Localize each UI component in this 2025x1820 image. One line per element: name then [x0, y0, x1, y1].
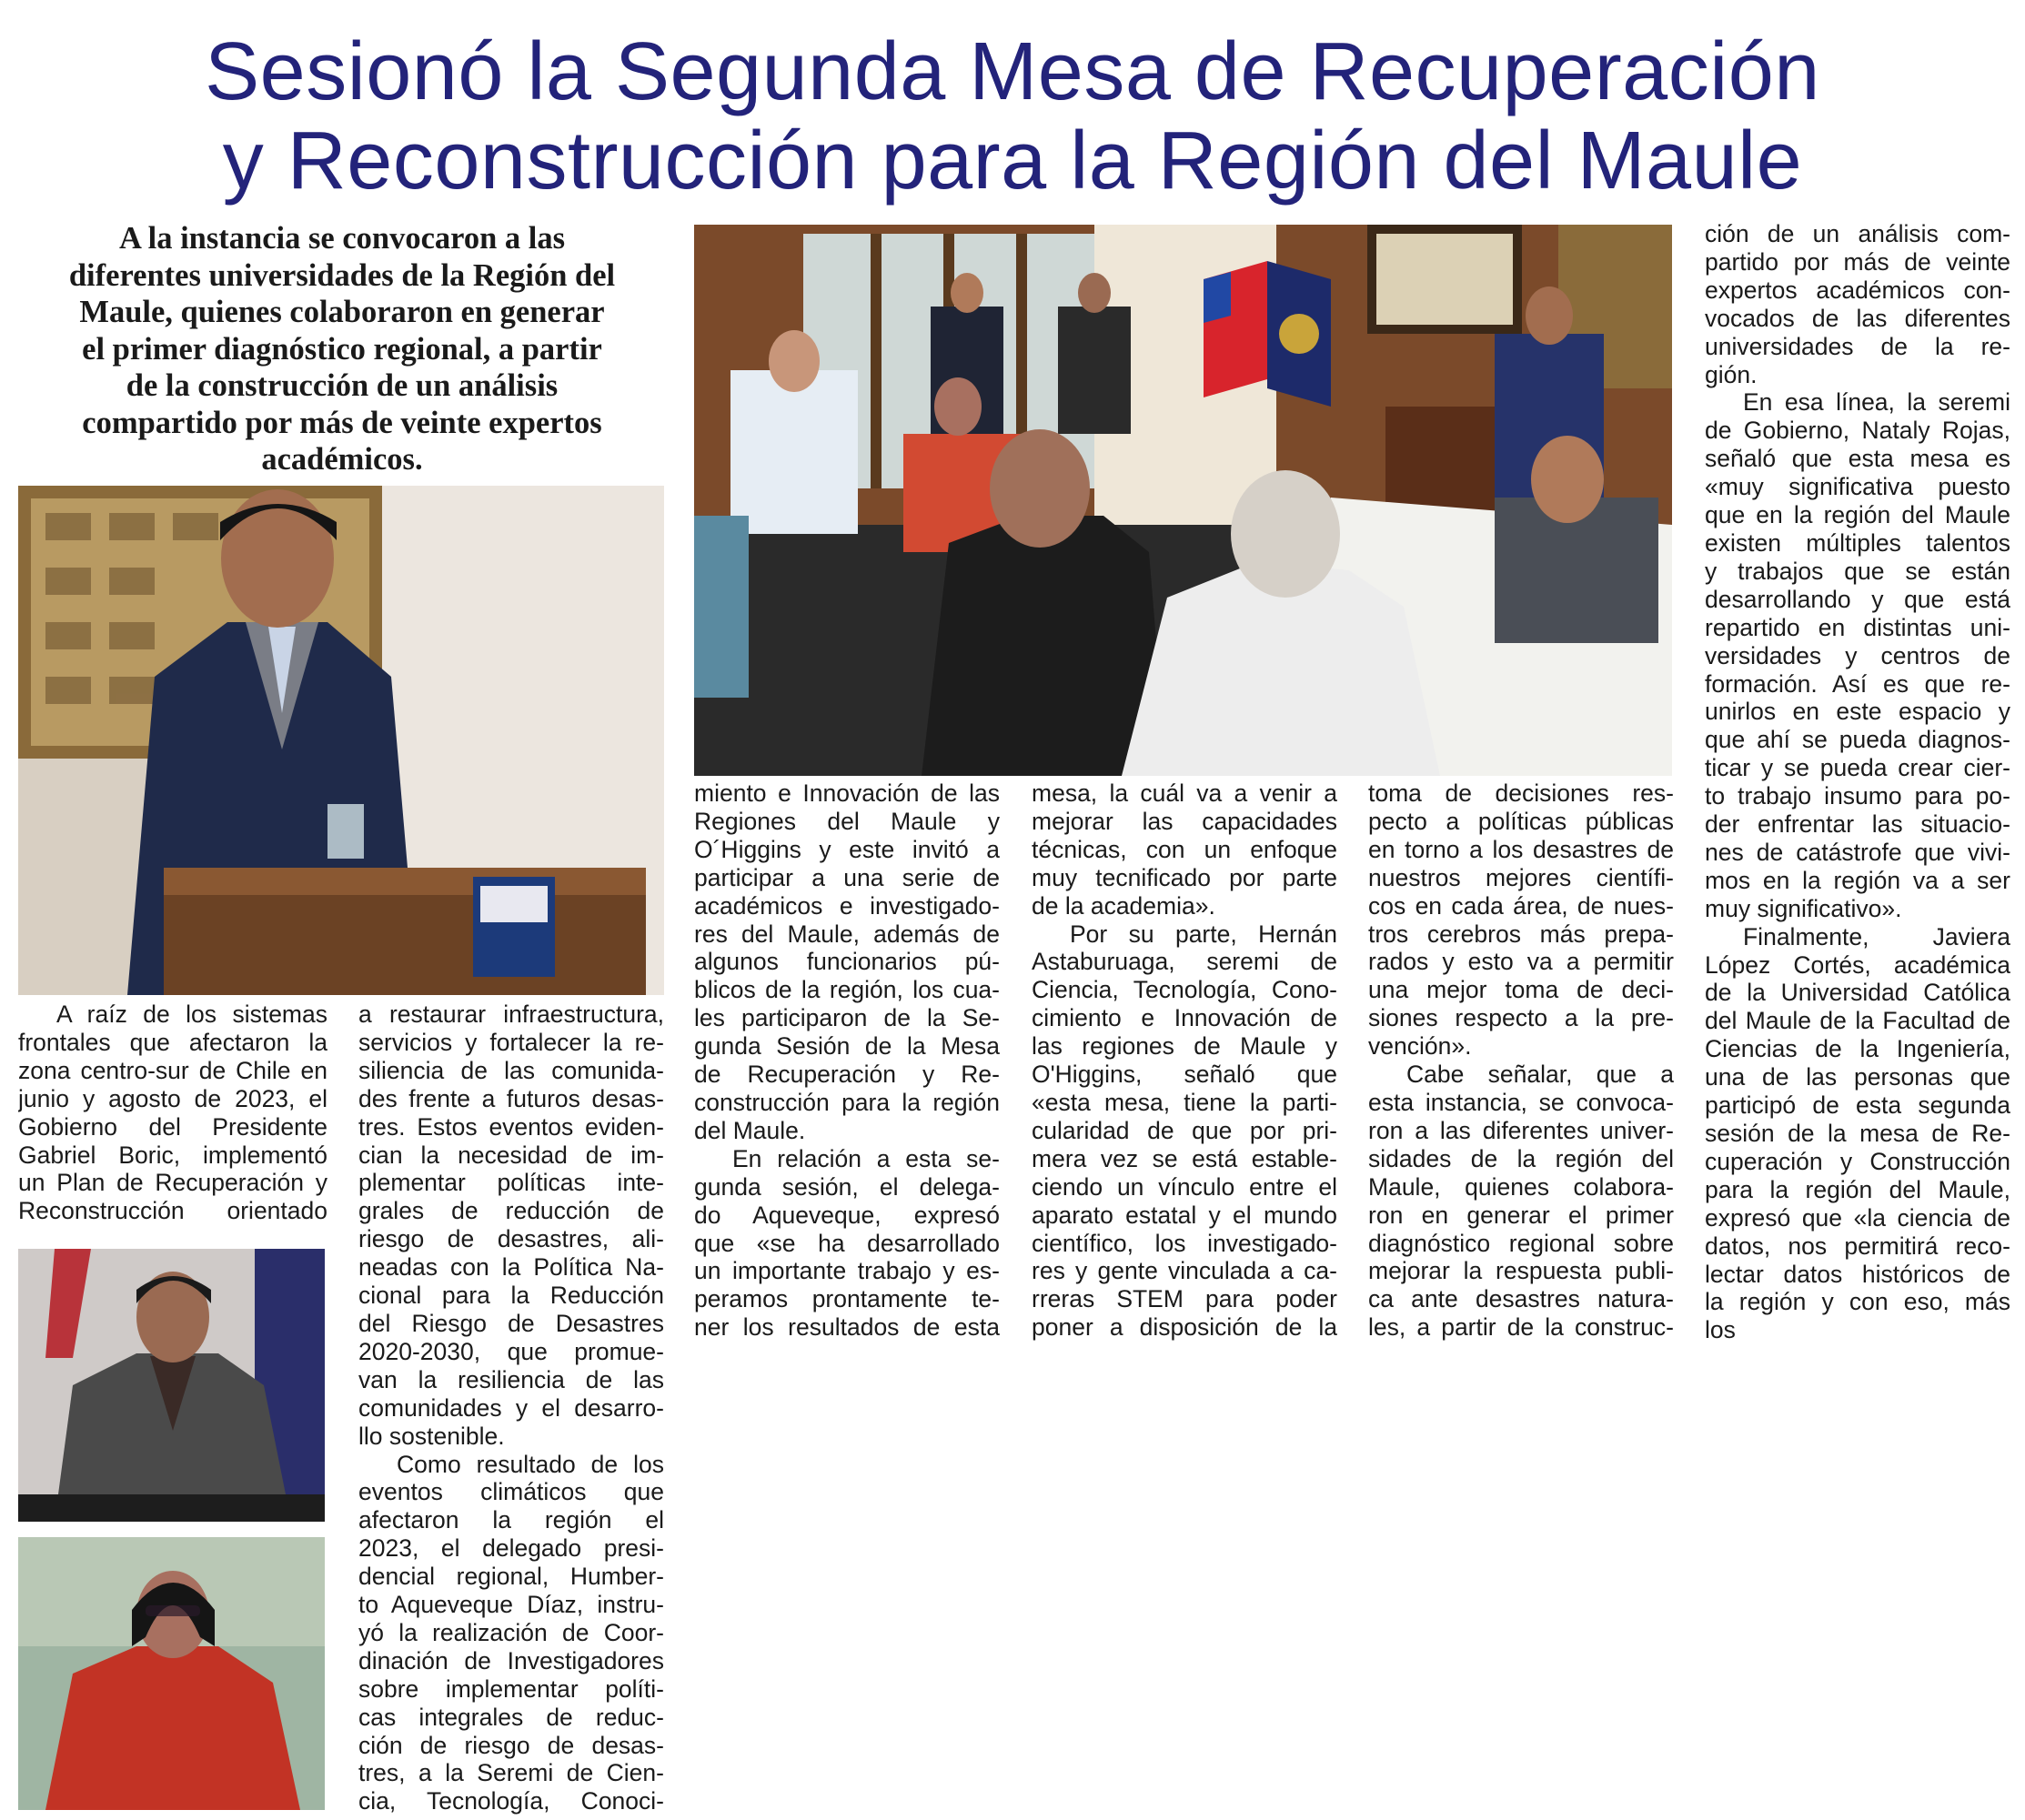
text-line: repartido en distintas uni-	[1705, 613, 2010, 641]
text-line: a restaurar infraestructura,	[358, 1000, 664, 1028]
text-line: servicios y fortalecer la re-	[358, 1028, 664, 1056]
article-column-6	[1705, 220, 2010, 1344]
text-line: siones respecto a la pre-	[1368, 1004, 1674, 1032]
text-line: sidades de la región del	[1368, 1144, 1674, 1172]
text-line: lectar datos históricos de	[1705, 1260, 2010, 1288]
text-line: ción de riesgo de desas-	[358, 1731, 664, 1759]
lede	[18, 220, 666, 478]
text-line: vocados de las diferentes	[1705, 304, 2010, 332]
text-line: 2023, el delegado presi-	[358, 1534, 664, 1563]
text-line: algunos funcionarios pú-	[694, 948, 1000, 976]
text-line: miento e Innovación de las	[694, 779, 1000, 807]
text-line: der enfrentar las situacio-	[1705, 810, 2010, 839]
text-line: una mejor toma de deci-	[1368, 976, 1674, 1004]
text-line: En esa línea, la seremi	[1743, 388, 2010, 417]
text-line: des frente a futuros desas-	[358, 1084, 664, 1112]
text-line: López Cortés, académica	[1705, 950, 2010, 979]
lede-line: el primer diagnóstico regional, a partir	[82, 331, 602, 367]
text-line: riesgo de desastres, ali-	[358, 1225, 664, 1253]
text-line: que «se ha desarrollado	[694, 1229, 1000, 1257]
headline-line-1: Sesionó la Segunda Mesa de Recuperación	[205, 26, 1820, 117]
text-line: desarrollando y que está	[1705, 585, 2010, 613]
text-line: comunidades y el desarro-	[358, 1393, 664, 1422]
text-line: cuperación y Construcción	[1705, 1147, 2010, 1175]
text-line: de la Universidad Católica	[1705, 979, 2010, 1007]
text-line: O´Higgins y este invitó a	[694, 835, 1000, 863]
article-column-2	[358, 1000, 664, 1815]
lede-line: académicos.	[261, 442, 423, 477]
text-line: tres, a la Seremi de Cien-	[358, 1759, 664, 1787]
text-line: cos en cada área, de nues-	[1368, 891, 1674, 920]
text-line: ca ante desastres natura-	[1368, 1285, 1674, 1313]
text-line: Astaburuaga, seremi de	[1032, 948, 1337, 976]
text-line: mera vez se está estable-	[1032, 1144, 1337, 1172]
text-line: res y gente vinculada a ca-	[1032, 1257, 1337, 1285]
text-line: diagnóstico regional sobre	[1368, 1229, 1674, 1257]
text-line: mejorar la respuesta publi-	[1368, 1257, 1674, 1285]
text-line: rreras STEM para poder	[1032, 1285, 1337, 1313]
text-line: y trabajos que se están	[1705, 557, 2010, 585]
text-line: Reconstrucción orientado	[18, 1197, 327, 1225]
text-line: mesa, la cuál va a venir a	[1032, 779, 1337, 807]
text-line: científico, los investigado-	[1032, 1229, 1337, 1257]
text-line: neadas con la Política Na-	[358, 1253, 664, 1282]
text-line: señaló que esta mesa es	[1705, 445, 2010, 473]
text-line: datos, nos permitirá reco-	[1705, 1232, 2010, 1260]
headline-line-2: y Reconstrucción para la Región del Maule	[222, 116, 1803, 206]
text-line: frontales que afectaron la	[18, 1028, 327, 1056]
text-line: las regiones de Maule y	[1032, 1032, 1337, 1061]
text-line: blicos de la región, los cua-	[694, 976, 1000, 1004]
text-line: eventos climáticos que	[358, 1478, 664, 1506]
photo-speaker-podium	[18, 486, 664, 995]
text-line: mejorar las capacidades	[1032, 807, 1337, 835]
text-line: ron a las diferentes univer-	[1368, 1116, 1674, 1144]
text-line: toma de decisiones res-	[1368, 779, 1674, 807]
text-line: universidades de la re-	[1705, 332, 2010, 360]
text-line: participar a una serie de	[694, 863, 1000, 891]
text-line: mos en la región va a ser	[1705, 866, 2010, 894]
text-line: plementar políticas inte-	[358, 1169, 664, 1197]
text-line: cional para la Reducción	[358, 1282, 664, 1310]
article-column-1	[18, 1000, 327, 1225]
text-line: vención».	[1368, 1032, 1472, 1061]
text-line: A raíz de los sistemas	[56, 1000, 327, 1028]
text-line: para la región del Maule,	[1705, 1175, 2010, 1203]
text-line: dinación de Investigadores	[358, 1646, 664, 1674]
text-line: «muy significativa puesto	[1705, 473, 2010, 501]
article-column-5	[1368, 779, 1674, 1342]
text-line: En relación a esta se-	[732, 1144, 1000, 1172]
text-line: una de las personas que	[1705, 1063, 2010, 1091]
text-line: expertos académicos con-	[1705, 276, 2010, 304]
text-line: técnicas, con un enfoque	[1032, 835, 1337, 863]
text-line: to Aqueveque Díaz, instru-	[358, 1591, 664, 1619]
text-line: cia, Tecnología, Conoci-	[358, 1787, 664, 1815]
article-column-3	[694, 779, 1000, 1342]
text-line: construcción para la región	[694, 1088, 1000, 1116]
text-line: de Recuperación y Re-	[694, 1061, 1000, 1089]
text-line: que en la región del Maule	[1705, 501, 2010, 529]
text-line: en torno a los desastres de	[1368, 835, 1674, 863]
text-line: gión.	[1705, 360, 1758, 388]
text-line: tres. Estos eventos eviden-	[358, 1112, 664, 1141]
text-line: participó de esta segunda	[1705, 1091, 2010, 1120]
text-line: sesión de la mesa de Re-	[1705, 1120, 2010, 1147]
text-line: de la academia».	[1032, 891, 1215, 920]
text-line: existen múltiples talentos	[1705, 528, 2010, 557]
text-line: nuestros mejores científi-	[1368, 863, 1674, 891]
text-line: les participaron de la Se-	[694, 1004, 1000, 1032]
text-line: pecto a políticas públicas	[1368, 807, 1674, 835]
text-line: rados y esto va a permitir	[1368, 948, 1674, 976]
text-line: Regiones del Maule y	[694, 807, 1000, 835]
lede-line: A la instancia se convocaron a las	[118, 221, 566, 256]
text-line: cian la necesidad de im-	[358, 1141, 664, 1169]
text-line: formación. Así es que re-	[1705, 669, 2010, 698]
lede-line: compartido por más de veinte expertos	[82, 405, 602, 440]
lede-line: de la construcción de un análisis	[126, 368, 559, 403]
text-line: gunda Sesión de la Mesa	[694, 1032, 1000, 1061]
text-line: muy tecnificado por parte	[1032, 863, 1337, 891]
text-line: del Maule de la Facultad de	[1705, 1007, 2010, 1035]
text-line: la región y con eso, más	[1705, 1288, 2010, 1316]
text-line: los	[1705, 1316, 1736, 1344]
text-line: peramos prontamente te-	[694, 1285, 1000, 1313]
text-line: junio y agosto de 2023, el	[18, 1084, 327, 1112]
text-line: Gabriel Boric, implementó	[18, 1141, 327, 1169]
text-line: zona centro-sur de Chile en	[18, 1056, 327, 1084]
text-line: Ciencia, Tecnología, Cono-	[1032, 976, 1337, 1004]
text-line: grales de reducción de	[358, 1197, 664, 1225]
text-line: cularidad de que por pri-	[1032, 1116, 1337, 1144]
text-line: yó la realización de Coor-	[358, 1618, 664, 1646]
text-line: de Gobierno, Nataly Rojas,	[1705, 417, 2010, 445]
text-line: cas integrales de reduc-	[358, 1703, 664, 1731]
text-line: versidades y centros de	[1705, 641, 2010, 669]
text-line: un Plan de Recuperación y	[18, 1169, 327, 1197]
text-line: afectaron la región el	[358, 1506, 664, 1534]
text-line: «esta mesa, tiene la parti-	[1032, 1088, 1337, 1116]
text-line: muy significativo».	[1705, 894, 1902, 922]
text-line: Gobierno del Presidente	[18, 1112, 327, 1141]
text-line: res del Maule, además de	[694, 920, 1000, 948]
text-line: les, a partir de la construc-	[1368, 1313, 1674, 1342]
text-line: Ciencias de la Ingeniería,	[1705, 1035, 2010, 1063]
text-line: ticar y se pueda crear cier-	[1705, 754, 2010, 782]
text-line: cimiento e Innovación de	[1032, 1004, 1337, 1032]
text-line: Cabe señalar, que a	[1406, 1061, 1674, 1089]
text-line: O'Higgins, señaló que	[1032, 1061, 1337, 1089]
photo-meeting-room	[694, 225, 1672, 776]
text-line: que ahí se pueda diagnos-	[1705, 726, 2010, 754]
text-line: sobre implementar políti-	[358, 1674, 664, 1703]
text-line: Maule, quienes colabora-	[1368, 1172, 1674, 1201]
text-line: ción de un análisis com-	[1705, 220, 2010, 247]
text-line: del Riesgo de Desastres	[358, 1309, 664, 1337]
text-line: 2020-2030, que promue-	[358, 1337, 664, 1365]
text-line: tros cerebros más prepa-	[1368, 920, 1674, 948]
photo-woman-red-shawl	[18, 1537, 325, 1810]
lede-line: diferentes universidades de la Región del	[68, 257, 616, 293]
text-line: llo sostenible.	[358, 1422, 505, 1450]
text-line: aparato estatal y el mundo	[1032, 1201, 1337, 1229]
text-line: un importante trabajo y es-	[694, 1257, 1000, 1285]
text-line: siliencia de las comunida-	[358, 1056, 664, 1084]
text-line: unirlos en este espacio y	[1705, 698, 2010, 726]
text-line: Finalmente, Javiera	[1743, 922, 2010, 950]
text-line: van la resiliencia de las	[358, 1365, 664, 1393]
text-line: partido por más de veinte	[1705, 247, 2010, 276]
text-line: nes de catástrofe que vivi-	[1705, 838, 2010, 866]
text-line: ron en generar el primer	[1368, 1201, 1674, 1229]
text-line: expresó que «la ciencia de	[1705, 1203, 2010, 1232]
photo-seated-man	[18, 1249, 325, 1522]
text-line: Como resultado de los	[397, 1450, 664, 1478]
text-line: del Maule.	[694, 1116, 806, 1144]
text-line: gunda sesión, el delega-	[694, 1172, 1000, 1201]
headline	[0, 27, 2025, 206]
lede-line: Maule, quienes colaboraron en generar	[79, 295, 605, 329]
text-line: do Aqueveque, expresó	[694, 1201, 1000, 1229]
text-line: ciendo un vínculo entre el	[1032, 1172, 1337, 1201]
text-line: Por su parte, Hernán	[1070, 920, 1337, 948]
article-column-4	[1032, 779, 1337, 1342]
text-line: dencial regional, Humber-	[358, 1563, 664, 1591]
text-line: esta instancia, se convoca-	[1368, 1088, 1674, 1116]
text-line: poner a disposición de la	[1032, 1313, 1337, 1342]
text-line: académicos e investigado-	[694, 891, 1000, 920]
text-line: to trabajo insumo para po-	[1705, 782, 2010, 810]
text-line: ner los resultados de esta	[694, 1313, 1000, 1342]
